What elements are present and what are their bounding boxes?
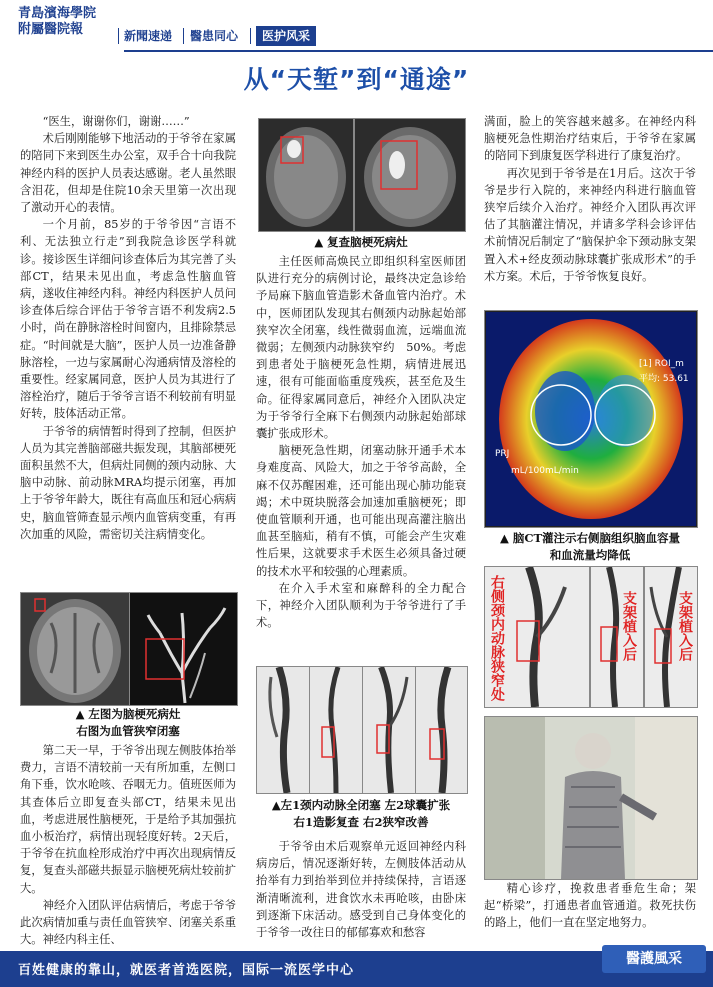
- paragraph: 于爷爷由术后观察单元返回神经内科病房后，情况逐渐好转，左侧肢体活动从抬举有力到抬举到位并持续保持，言语逐渐清晰流利，进食饮水未再呛咳，由卧床到逐渐下床活动。感受到自己身体变化的于爷爷一改往日的郁郁寡欢和愁容: [256, 840, 466, 940]
- paragraph: 再次见到于爷爷是在1月后。这次于爷爷是步行入院的，来神经内科进行脑血管狭窄后续介入治疗。神经介入团队再次评估了其脑灌注情况，并请多学科会诊评估术前情况后制定了“脑保护伞下颈动脉支架置入术+经皮颈动脉球囊扩张成形术”的手术方案。术后，于爷爷恢复良好。: [484, 166, 696, 283]
- tab-doctor-patient[interactable]: 醫患同心: [190, 29, 239, 43]
- paragraph: “医生，谢谢你们，谢谢……”: [42, 115, 190, 128]
- section-badge: 醫護風采: [602, 945, 706, 973]
- caption-line: ▲ 左图为脑梗死病灶: [75, 707, 181, 721]
- angio-graphic: [363, 667, 415, 793]
- roi-label: [1] ROI_m: [639, 359, 684, 369]
- mri-infarct-graphic: [21, 593, 129, 705]
- caption-line: ▲ 脑CT灌注示右侧脑组织脑血容量: [499, 531, 681, 545]
- ct-perfusion-graphic: [485, 311, 697, 527]
- mri-infarct-image: [20, 592, 130, 706]
- roi-mean: 平均: 53.61: [639, 374, 689, 384]
- followup-mri-image-2: [354, 118, 466, 232]
- masthead-line2: 附屬醫院報: [18, 22, 84, 37]
- stent-label: 支架植入后: [677, 591, 693, 661]
- page-header: [0, 0, 713, 58]
- followup-mri-image-1: [258, 118, 354, 232]
- header-divider: [183, 28, 184, 44]
- prj-label: PRJ: [495, 449, 510, 459]
- angiography-stent-image-2: [644, 566, 698, 708]
- stent-label: 支架植入后: [621, 591, 637, 661]
- angio-graphic: [416, 667, 467, 793]
- footer-slogan: 百姓健康的靠山，就医者首选医院，国际一流医学中心: [18, 963, 355, 978]
- column-1-bottom: [20, 742, 236, 948]
- tab-staff-showcase[interactable]: 医护风采: [256, 26, 316, 46]
- figure-caption: [484, 530, 696, 564]
- caption-line: 右图为血管狭窄闭塞: [76, 724, 180, 738]
- angiography-image-1: [256, 666, 310, 794]
- angiography-stent-image-1: [590, 566, 644, 708]
- angiography-image-2: [309, 666, 363, 794]
- paragraph: 满面，脸上的笑容越来越多。在神经内科脑梗死急性期治疗结束后，于爷爷在家属的陪同下到康复医学科进行了康复治疗。: [484, 115, 696, 163]
- masthead-line1: 青島濱海學院: [18, 6, 97, 21]
- mra-vessel-graphic: [130, 593, 237, 705]
- article-title: 从“天堑”到“通途”: [243, 65, 470, 94]
- paragraph: 精心诊疗，挽救患者垂危生命；架起“桥梁”，打通患者血管通道。救死扶伤的路上，他们一直在坚定地努力。: [484, 882, 696, 930]
- patient-photo-graphic: [485, 717, 697, 879]
- unit-label: mL/100mL/min: [511, 466, 579, 476]
- paragraph: 术后刚刚能够下地活动的于爷爷在家属的陪同下来到医生办公室，双手合十向我院神经内科的医护人员表达感谢。老人虽然眼含泪花，但却是住院10余天里第一次出现了激动开心的表情。: [20, 132, 236, 215]
- header-divider: [250, 28, 251, 44]
- caption-line: 右1造影复查 右2狭窄改善: [293, 815, 429, 829]
- paragraph: 神经介入团队评估病情后，考虑于爷爷此次病情加重与责任血管狭窄、闭塞关系重大。神经内科主任、: [20, 898, 236, 947]
- patient-walking-photo: [484, 716, 698, 880]
- figure-caption: [256, 797, 466, 831]
- paragraph: 脑梗死急性期，闭塞动脉开通手术本身难度高、风险大，加之于爷爷高龄，全麻不仅苏醒困难，还可能出现心肺功能衰竭；术中斑块脱落会加速加重脑梗死；即使血管顺利开通，也可能出现高灌注脑出血甚至脑疝，稍有不慎，可能会产生灾难性后果，这就要求手术医生必须具备过硬的技术水平和较强的心理素质。: [256, 444, 466, 578]
- paragraph: 一个月前，85岁的于爷爷因“言语不利、无法独立行走”到我院急诊医学科就诊。接诊医生详细问诊查体后为其完善了头部CT，结果未见出血，考虑急性脑血管病，遂收住神经内科。神经内科医护人员问诊查体后综合评估于爷爷言语不利发病2.5小时，尚在静脉溶栓时间窗内，且排除禁忌症。“时间就是大脑”，医护人员一边准备静脉溶栓，一边与家属耐心沟通病情及溶栓的重要性。经家属同意，医护人员为其进行了溶栓治疗，随后于爷爷言语不利较前有明显好转，肢体活动正常。: [20, 218, 236, 421]
- paragraph: 于爷爷的病情暂时得到了控制，但医护人员为其完善脑部磁共振发现，其脑部梗死面积虽然不大，但病灶同侧的颈内动脉、大脑中动脉、前动脉MRA均提示闭塞，再加上于爷爷年龄大，既往有高血压和冠心病病史，脑血管筛查显示颅内血管病变重，有再次加重的风险，需密切关注病情变化。: [20, 424, 236, 541]
- figure-caption: ▲ 复查脑梗死病灶: [314, 235, 408, 249]
- mra-occlusion-image: [129, 592, 238, 706]
- angiography-image-4: [415, 666, 468, 794]
- column-1-top: [20, 113, 236, 543]
- column-2-top: [256, 253, 466, 631]
- paragraph: 主任医师高焕民立即组织科室医师团队进行充分的病例讨论，最终决定急诊给予局麻下脑血管造影术备血管内治疗。术中，医师团队发现其右侧颈内动脉起始部狭窄次全闭塞，线性微弱血流，远端血流微弱；左侧颈内动脉狭窄约 50%。考虑到患者处于脑梗死急性期，病情进展迅速，很有可能面临重度残疾，甚至危及生命。征得家属同意后，神经介入团队决定为于爷爷行全麻下右侧颈内动脉起始部球囊扩张成形术。: [256, 255, 466, 441]
- tab-news[interactable]: 新聞速递: [124, 29, 173, 43]
- caption-line: 和血流量均降低: [549, 548, 631, 562]
- caption-line: ▲左1颈内动脉全闭塞 左2球囊扩张: [271, 798, 451, 812]
- stenosis-label: 右侧颈内动脉狭窄处: [489, 575, 505, 701]
- angiography-stenosis-image: [484, 566, 590, 708]
- mri-slice-graphic: [355, 119, 465, 231]
- masthead: [18, 6, 118, 38]
- mri-slice-graphic: [259, 119, 353, 231]
- column-3-top: [484, 113, 696, 285]
- angio-graphic: [310, 667, 362, 793]
- column-3-bottom: [484, 880, 696, 932]
- angio-graphic: [257, 667, 309, 793]
- angiography-image-3: [362, 666, 416, 794]
- ct-perfusion-image: [484, 310, 698, 528]
- paragraph: 第二天一早，于爷爷出现左侧肢体抬举费力，言语不清较前一天有所加重，左侧口角下垂，饮水呛咳、吞咽无力。值班医师为其查体后立即复查头部CT，结果未见出血，考虑进展性脑梗死，于是给予其加强抗血小板治疗，病情出现轻度好转。2天后，于爷爷在抗血栓形成治疗中再次出现病情反复，复查头部磁共振显示脑梗死病灶较前扩大。: [20, 744, 236, 895]
- figure-caption: [20, 706, 236, 740]
- column-2-bottom: [256, 838, 466, 941]
- header-rule: [124, 50, 713, 52]
- paragraph: 在介入手术室和麻醉科的全力配合下，神经介入团队顺利为于爷爷进行了手术。: [256, 581, 466, 630]
- header-divider: [118, 28, 119, 44]
